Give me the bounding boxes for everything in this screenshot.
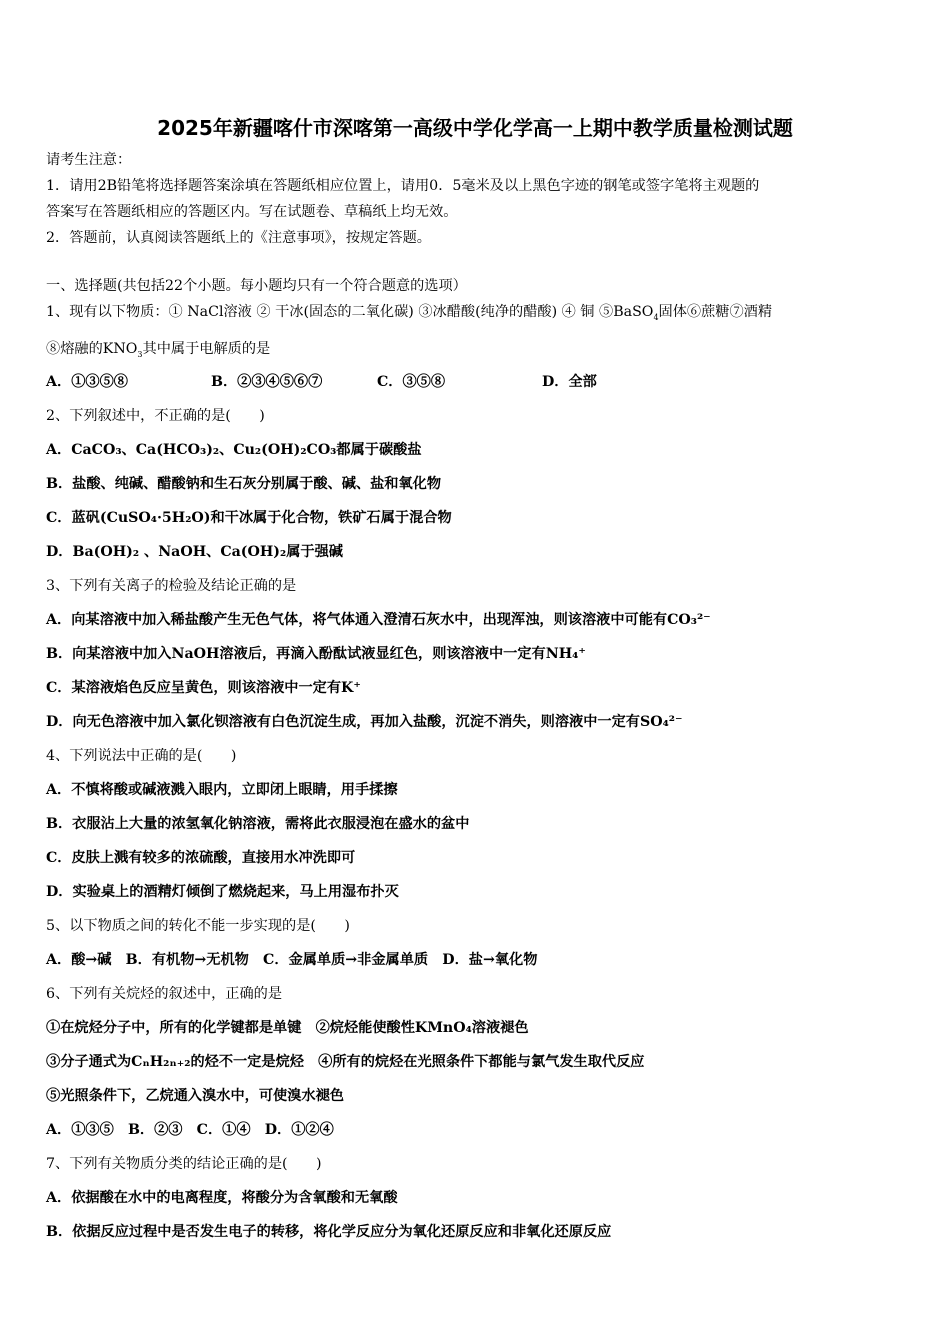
q5-options: A．酸→碱 B．有机物→无机物 C．金属单质→非金属单质 D．盐→氧化物 [46,952,538,968]
q2-option-c: C．蓝矾(CuSO₄·5H₂O)和干冰属于化合物，铁矿石属于混合物 [46,510,452,526]
q7-option-b: B．依据反应过程中是否发生电子的转移，将化学反应分为氧化还原反应和非氧化还原反应 [46,1224,612,1240]
q7-option-a: A．依据酸在水中的电离程度，将酸分为含氧酸和无氧酸 [46,1190,398,1206]
q1-stem-line-2: ⑧熔融的$KNO_3$其中属于电解质的是 [46,341,271,359]
notice-item-1-line-1: 1．请用2B铅笔将选择题答案涂填在答题纸相应位置上，请用0．5毫米及以上黑色字迹的钢笔或签字笔将主观题的 [46,178,760,194]
q1-option-a: A．①③⑤⑧ [46,374,128,390]
q1-option-b: B．②③④⑤⑥⑦ [211,374,323,390]
q3-option-a: A．向某溶液中加入稀盐酸产生无色气体，将气体通入澄清石灰水中，出现浑浊，则该溶液中可能有CO₃²⁻ [46,612,711,628]
q6-statements-2: ③分子通式为CₙH₂ₙ₊₂的烃不一定是烷烃 ④所有的烷烃在光照条件下都能与氯气发生取代反应 [46,1054,645,1070]
q1-option-c: C．③⑤⑧ [377,374,446,390]
notice-heading: 请考生注意： [46,152,132,168]
q4-option-d: D．实验桌上的酒精灯倾倒了燃烧起来，马上用湿布扑灭 [46,884,399,900]
q1-option-d: D．全部 [542,374,597,390]
q1-stem-line-1: 1、现有以下物质：① NaCl溶液 ② 干冰(固态的二氧化碳) ③冰醋酸(纯净的醋酸) ④ 铜 ⑤BaSO$_4$固体⑥蔗糖⑦酒精 [46,304,773,322]
q7-stem: 7、下列有关物质分类的结论正确的是( ) [46,1156,322,1172]
q3-option-c: C．某溶液焰色反应呈黄色，则该溶液中一定有K⁺ [46,680,361,696]
q4-option-c: C．皮肤上溅有较多的浓硫酸，直接用水冲洗即可 [46,850,356,866]
q3-option-b: B．向某溶液中加入NaOH溶液后，再滴入酚酞试液显红色，则该溶液中一定有NH₄⁺ [46,646,586,662]
q4-option-b: B．衣服沾上大量的浓氢氧化钠溶液，需将此衣服浸泡在盛水的盆中 [46,816,470,832]
q4-stem: 4、下列说法中正确的是( ) [46,748,237,764]
q2-option-d: D．Ba(OH)₂ 、NaOH、Ca(OH)₂属于强碱 [46,544,343,560]
q6-statements-3: ⑤光照条件下，乙烷通入溴水中，可使溴水褪色 [46,1088,344,1104]
q6-stem: 6、下列有关烷烃的叙述中，正确的是 [46,986,283,1002]
q3-option-d: D．向无色溶液中加入氯化钡溶液有白色沉淀生成，再加入盐酸，沉淀不消失，则溶液中一定有SO₄²⁻ [46,714,683,730]
q5-stem: 5、以下物质之间的转化不能一步实现的是( ) [46,918,350,934]
q2-option-a: A．CaCO₃、Ca(HCO₃)₂、Cu₂(OH)₂CO₃都属于碳酸盐 [46,442,422,458]
q2-option-b: B．盐酸、纯碱、醋酸钠和生石灰分别属于酸、碱、盐和氧化物 [46,476,442,492]
q4-option-a: A．不慎将酸或碱液溅入眼内，立即闭上眼睛，用手揉擦 [46,782,398,798]
section-heading: 一、选择题(共包括22个小题。每小题均只有一个符合题意的选项） [46,278,467,294]
notice-item-2: 2．答题前，认真阅读答题纸上的《注意事项》，按规定答题。 [46,230,431,246]
q6-options: A．①③⑤ B．②③ C．①④ D．①②④ [46,1122,334,1138]
q3-stem: 3、下列有关离子的检验及结论正确的是 [46,578,297,594]
page-title: 2025年新疆喀什市深喀第一高级中学化学高一上期中教学质量检测试题 [157,116,793,140]
q6-statements-1: ①在烷烃分子中，所有的化学键都是单键 ②烷烃能使酸性KMnO₄溶液褪色 [46,1020,529,1036]
q2-stem: 2、下列叙述中，不正确的是( ) [46,408,265,424]
notice-item-1-line-2: 答案写在答题纸相应的答题区内。写在试题卷、草稿纸上均无效。 [46,204,458,220]
